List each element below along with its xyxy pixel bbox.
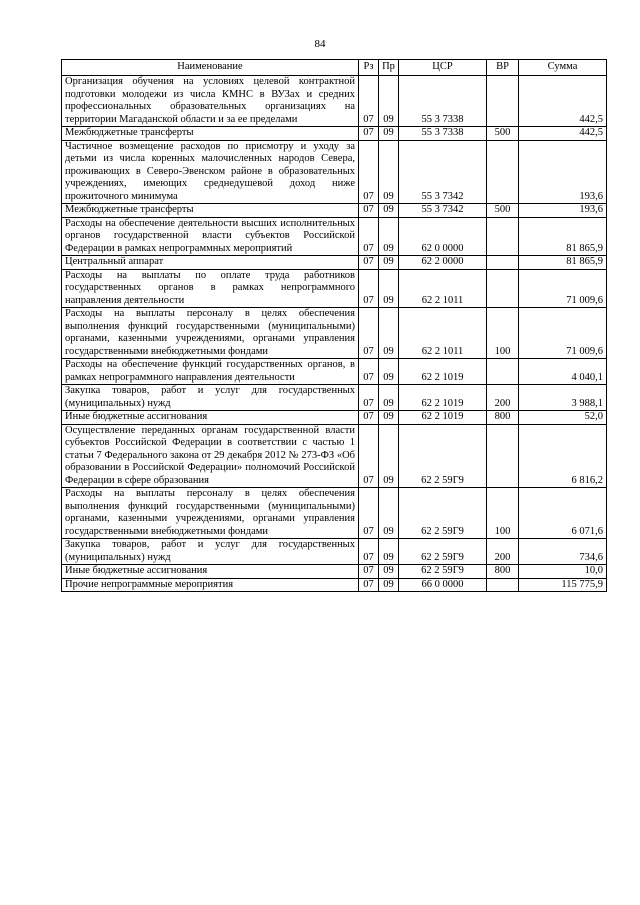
cell-rz: 07	[359, 127, 379, 141]
cell-pr: 09	[379, 127, 399, 141]
cell-pr: 09	[379, 256, 399, 270]
cell-rz: 07	[359, 578, 379, 592]
cell-pr: 09	[379, 578, 399, 592]
cell-name: Расходы на выплаты по оплате труда работников государственных органов в рамках непрограммного направления деятельности	[62, 269, 359, 308]
table-row	[62, 269, 607, 308]
cell-vr: 100	[487, 308, 519, 359]
cell-name: Иные бюджетные ассигнования	[62, 565, 359, 579]
cell-vr: 200	[487, 539, 519, 565]
cell-pr: 09	[379, 565, 399, 579]
cell-vr	[487, 578, 519, 592]
cell-rz: 07	[359, 565, 379, 579]
cell-rz: 07	[359, 488, 379, 539]
cell-pr: 09	[379, 204, 399, 218]
cell-pr: 09	[379, 539, 399, 565]
cell-rz: 07	[359, 539, 379, 565]
cell-name: Прочие непрограммные мероприятия	[62, 578, 359, 592]
table-row	[62, 140, 607, 204]
header-name: Наименование	[62, 60, 359, 76]
table-row	[62, 308, 607, 359]
cell-rz: 07	[359, 256, 379, 270]
cell-name: Закупка товаров, работ и услуг для государственных (муниципальных) нужд	[62, 539, 359, 565]
cell-rz: 07	[359, 424, 379, 488]
cell-sum: 4 040,1	[519, 359, 607, 385]
cell-name: Расходы на выплаты персоналу в целях обеспечения выполнения функций государственными (муниципальными) органами, казенными учреждениями, органами управления государственными внебюджетными фондами	[62, 488, 359, 539]
cell-name: Межбюджетные трансферты	[62, 127, 359, 141]
cell-csr: 62 0 0000	[399, 217, 487, 256]
cell-csr: 66 0 0000	[399, 578, 487, 592]
cell-sum: 52,0	[519, 411, 607, 425]
cell-sum: 6 071,6	[519, 488, 607, 539]
cell-vr	[487, 217, 519, 256]
cell-sum: 71 009,6	[519, 308, 607, 359]
cell-sum: 81 865,9	[519, 256, 607, 270]
table-body	[62, 76, 607, 592]
cell-name: Частичное возмещение расходов по присмотру и уходу за детьми из числа коренных малочисленных народов Севера, проживающих в Северо-Эвенском районе в образовательных учреждениях, имеющих среднедушевой доход ниже прожиточного минимума	[62, 140, 359, 204]
cell-name: Организация обучения на условиях целевой контрактной подготовки молодежи из числа КМНС в ВУЗах и средних профессиональных образовательных организациях на территории Магаданской области и за ее пределами	[62, 76, 359, 127]
table-row	[62, 76, 607, 127]
table-row	[62, 424, 607, 488]
cell-pr: 09	[379, 140, 399, 204]
cell-csr: 62 2 1019	[399, 385, 487, 411]
cell-sum: 442,5	[519, 76, 607, 127]
page-number: 84	[314, 38, 326, 50]
cell-vr: 800	[487, 565, 519, 579]
cell-vr: 500	[487, 204, 519, 218]
cell-csr: 62 2 1011	[399, 269, 487, 308]
cell-vr: 200	[487, 385, 519, 411]
header-csr: ЦСР	[399, 60, 487, 76]
table-row	[62, 539, 607, 565]
table-row	[62, 204, 607, 218]
cell-csr: 62 2 59Г9	[399, 565, 487, 579]
cell-sum: 734,6	[519, 539, 607, 565]
cell-sum: 193,6	[519, 140, 607, 204]
table-row	[62, 359, 607, 385]
cell-rz: 07	[359, 411, 379, 425]
cell-vr	[487, 256, 519, 270]
table-row	[62, 578, 607, 592]
cell-sum: 193,6	[519, 204, 607, 218]
cell-rz: 07	[359, 140, 379, 204]
cell-sum: 71 009,6	[519, 269, 607, 308]
cell-rz: 07	[359, 217, 379, 256]
cell-pr: 09	[379, 488, 399, 539]
cell-sum: 81 865,9	[519, 217, 607, 256]
cell-csr: 62 2 59Г9	[399, 424, 487, 488]
cell-sum: 115 775,9	[519, 578, 607, 592]
cell-pr: 09	[379, 385, 399, 411]
cell-vr: 800	[487, 411, 519, 425]
cell-name: Иные бюджетные ассигнования	[62, 411, 359, 425]
cell-pr: 09	[379, 76, 399, 127]
table-row	[62, 565, 607, 579]
header-pr: Пр	[379, 60, 399, 76]
cell-name: Закупка товаров, работ и услуг для государственных (муниципальных) нужд	[62, 385, 359, 411]
cell-name: Центральный аппарат	[62, 256, 359, 270]
budget-table	[61, 59, 607, 592]
cell-csr: 55 3 7342	[399, 140, 487, 204]
table-row	[62, 127, 607, 141]
table-row	[62, 217, 607, 256]
cell-csr: 55 3 7342	[399, 204, 487, 218]
header-vr: ВР	[487, 60, 519, 76]
cell-name: Расходы на обеспечение функций государственных органов, в рамках непрограммного направления деятельности	[62, 359, 359, 385]
cell-csr: 62 2 1019	[399, 359, 487, 385]
cell-rz: 07	[359, 359, 379, 385]
cell-csr: 62 2 59Г9	[399, 488, 487, 539]
cell-vr: 500	[487, 127, 519, 141]
cell-sum: 6 816,2	[519, 424, 607, 488]
cell-csr: 55 3 7338	[399, 127, 487, 141]
cell-csr: 62 2 0000	[399, 256, 487, 270]
cell-rz: 07	[359, 204, 379, 218]
cell-sum: 3 988,1	[519, 385, 607, 411]
cell-vr	[487, 269, 519, 308]
cell-sum: 10,0	[519, 565, 607, 579]
cell-csr: 62 2 1011	[399, 308, 487, 359]
table-row	[62, 385, 607, 411]
cell-csr: 62 2 59Г9	[399, 539, 487, 565]
cell-vr	[487, 76, 519, 127]
table-header-row	[62, 60, 607, 76]
cell-pr: 09	[379, 217, 399, 256]
cell-rz: 07	[359, 385, 379, 411]
cell-vr	[487, 424, 519, 488]
header-sum: Сумма	[519, 60, 607, 76]
cell-vr	[487, 140, 519, 204]
cell-pr: 09	[379, 269, 399, 308]
table-row	[62, 256, 607, 270]
cell-name: Расходы на выплаты персоналу в целях обеспечения выполнения функций государственными (муниципальными) органами, казенными учреждениями, органами управления государственными внебюджетными фондами	[62, 308, 359, 359]
cell-rz: 07	[359, 308, 379, 359]
table-row	[62, 411, 607, 425]
cell-name: Расходы на обеспечение деятельности высших исполнительных органов государственной власти субъектов Российской Федерации в рамках непрограммных мероприятий	[62, 217, 359, 256]
cell-csr: 55 3 7338	[399, 76, 487, 127]
cell-name: Межбюджетные трансферты	[62, 204, 359, 218]
cell-pr: 09	[379, 308, 399, 359]
cell-vr	[487, 359, 519, 385]
cell-pr: 09	[379, 411, 399, 425]
cell-pr: 09	[379, 424, 399, 488]
cell-rz: 07	[359, 269, 379, 308]
cell-vr: 100	[487, 488, 519, 539]
cell-pr: 09	[379, 359, 399, 385]
cell-name: Осуществление переданных органам государственной власти субъектов Российской Федерации в соответствии с частью 1 статьи 7 Федерального закона от 29 декабря 2012 № 273-ФЗ «Об образовании в Российской Федерации» полномочий Российской Федерации в сфере образования	[62, 424, 359, 488]
cell-sum: 442,5	[519, 127, 607, 141]
header-rz: Рз	[359, 60, 379, 76]
cell-rz: 07	[359, 76, 379, 127]
cell-csr: 62 2 1019	[399, 411, 487, 425]
table-row	[62, 488, 607, 539]
